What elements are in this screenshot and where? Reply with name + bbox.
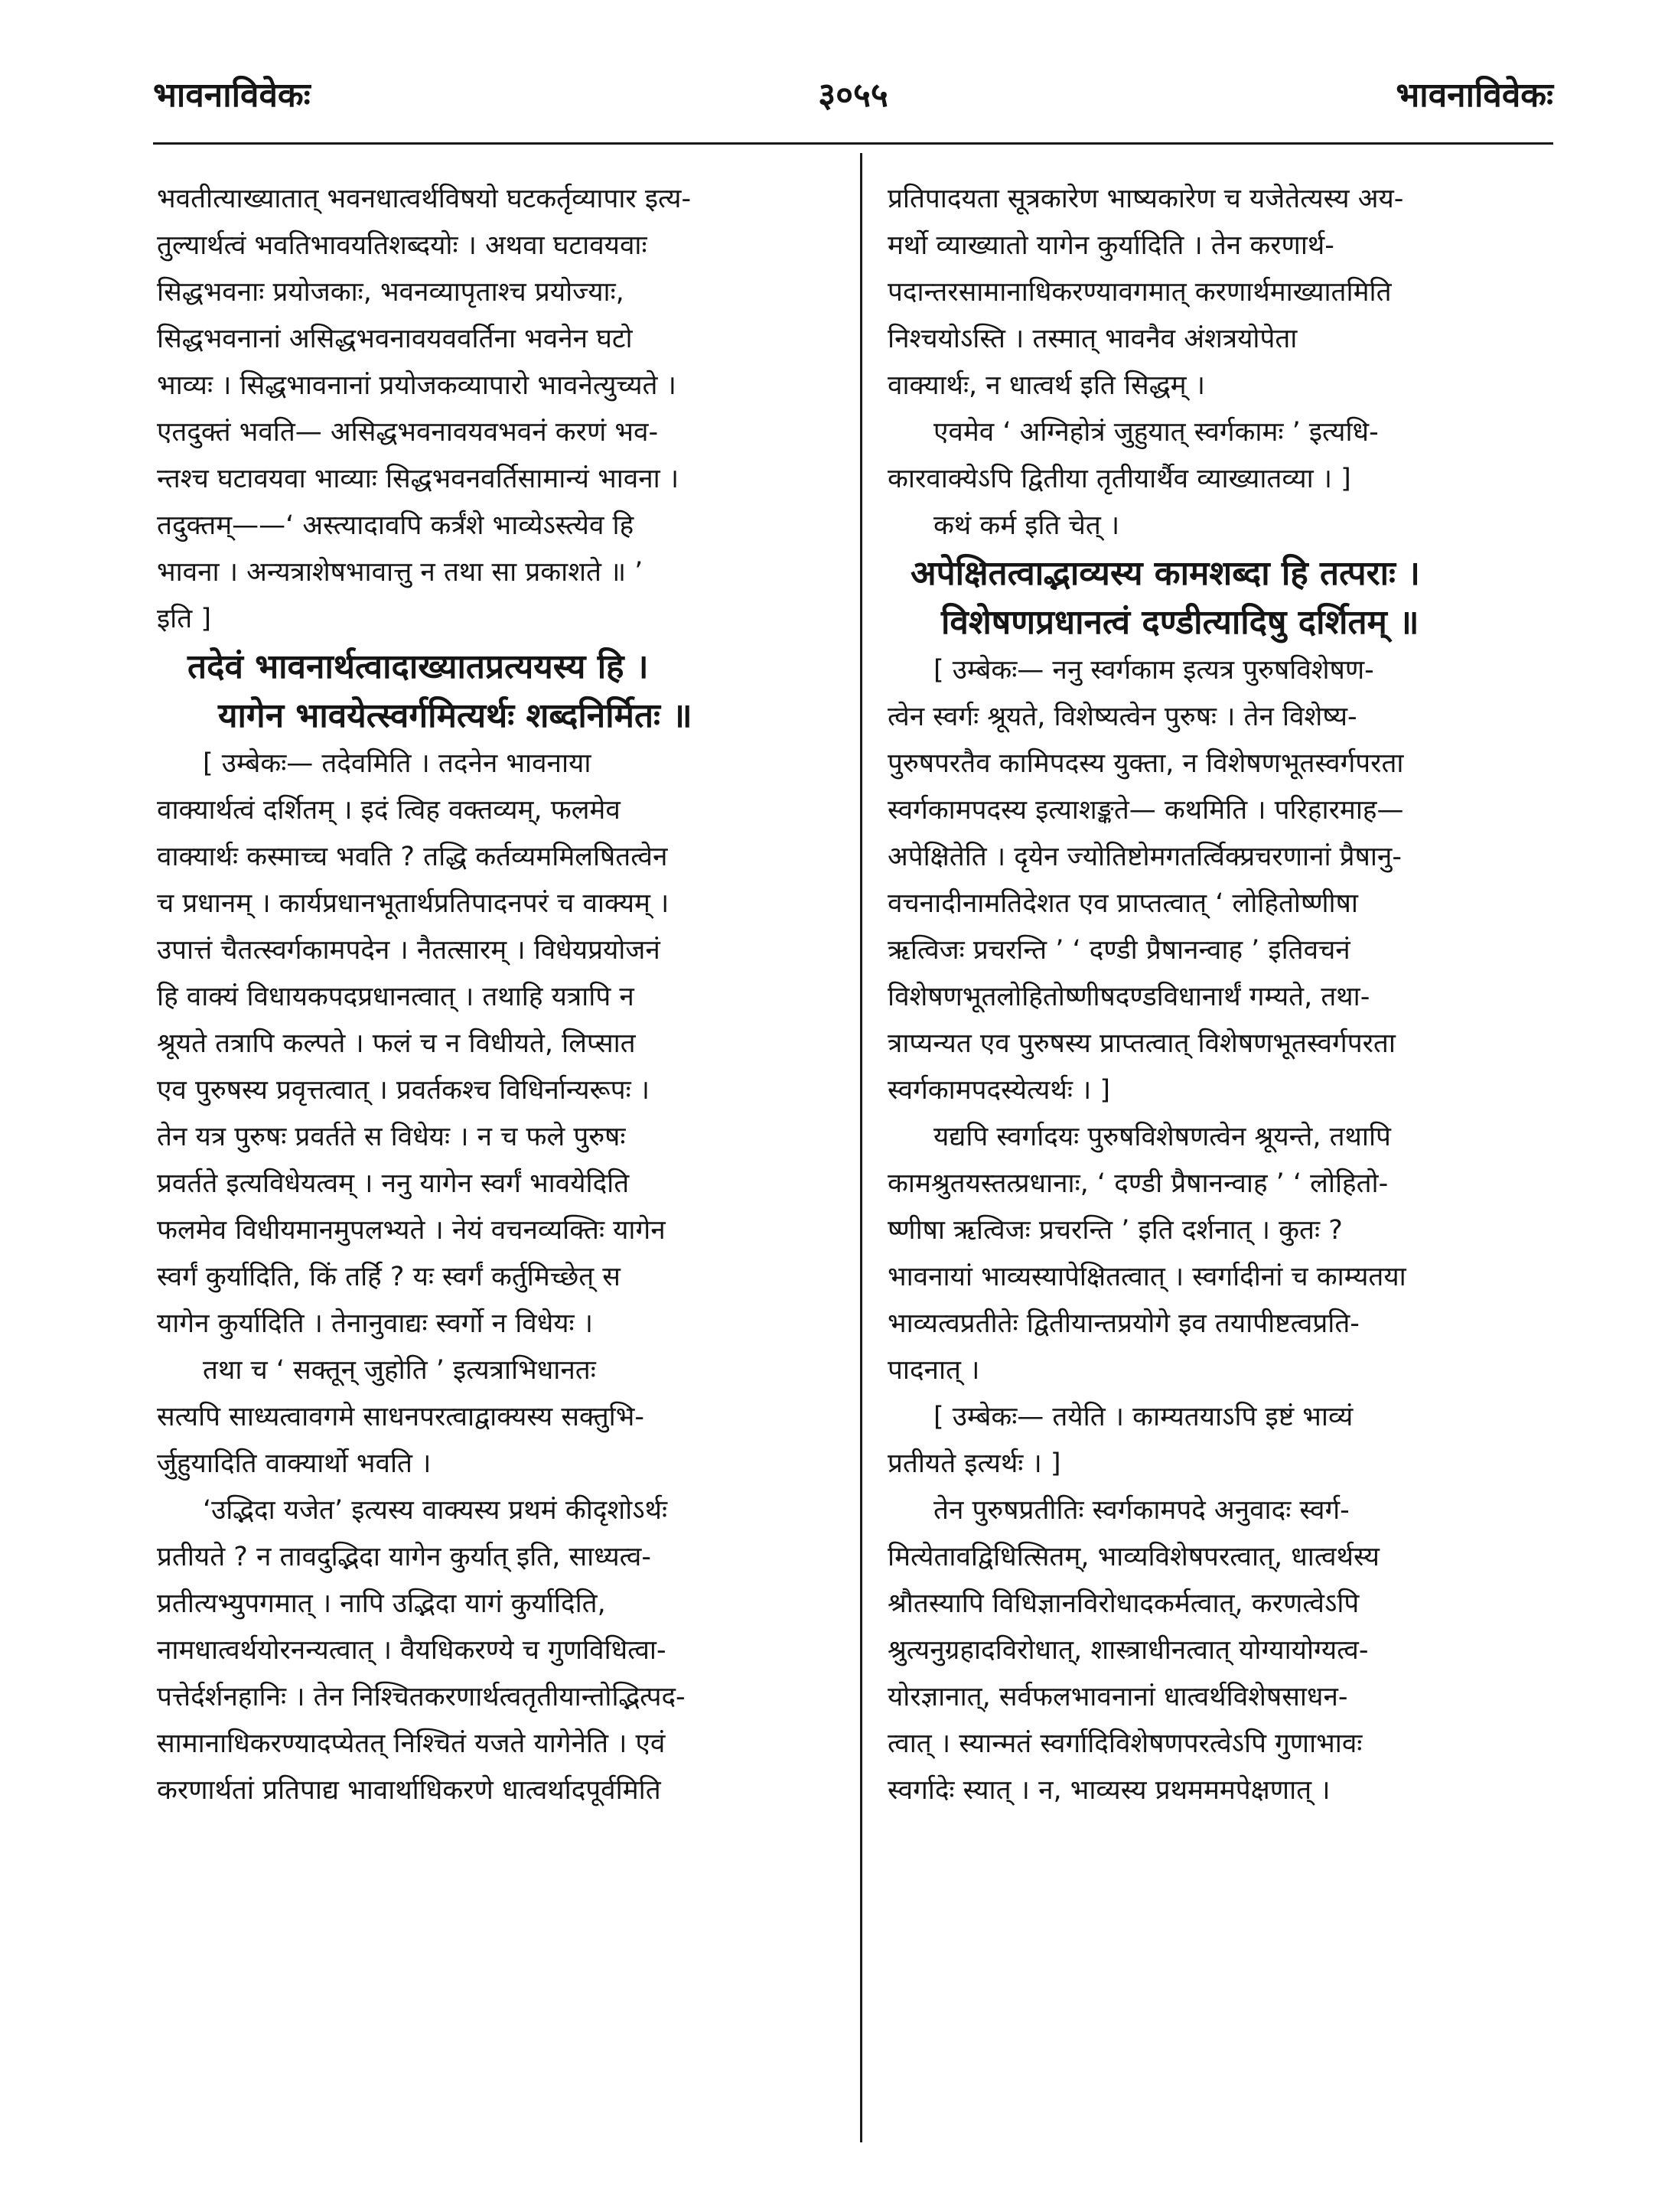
text-line: भाव्यः । सिद्धभावनानां प्रयोजकव्यापारो भावनेत्युच्यते । — [157, 370, 676, 401]
text-line: अपेक्षितेति । दृयेन ज्योतिष्टोमगतर्त्विक्प्रचरणानां प्रैषानु- — [888, 842, 1402, 872]
text-line: फलमेव विधीयमानमुपलभ्यते । नेयं वचनव्यक्तिः यागेन — [157, 1215, 666, 1246]
paragraph-start-line: एवमेव ‘ अग्निहोत्रं जुहुयात् स्वर्गकामः ’ इत्यधि- — [933, 417, 1379, 448]
text-line: मित्येतावद्विधित्सितम्, भाव्यविशेषपरत्वात्, धात्वर्थस्य — [888, 1542, 1380, 1572]
text-line: भाव्यत्वप्रतीतेः द्वितीयान्तप्रयोगे इव तयापीष्टत्वप्रति- — [888, 1308, 1360, 1339]
text-line: यागेन कुर्यादिति । तेनानुवाद्यः स्वर्गो न विधेयः । — [157, 1308, 594, 1339]
text-line: विशेषणभूतलोहितोष्णीषदण्डविधानार्थं गम्यते, तथा- — [888, 982, 1370, 1012]
text-line: सिद्धभवनानां असिद्धभवनावयववर्तिना भवनेन घटो — [157, 324, 633, 354]
paragraph-start-line: तेन पुरुषप्रतीतिः स्वर्गकामपदे अनुवादः स्वर्ग- — [933, 1495, 1350, 1526]
text-line: श्रूयते तत्रापि कल्पते । फलं च न विधीयते, लिप्सात — [157, 1028, 636, 1059]
column-divider — [860, 153, 862, 2142]
text-line: वाक्यार्थः कस्माच्च भवति ? तद्धि कर्तव्यममिलषितत्वेन — [157, 842, 668, 872]
text-line: स्वर्गकामपदस्य इत्याशङ्कते— कथमिति । परिहारमाह— — [888, 795, 1404, 826]
text-line: तुल्यार्थत्वं भवतिभावयतिशब्दयोः । अथवा घटावयवाः — [157, 230, 647, 261]
paragraph-start-line: तथा च ‘ सक्तून् जुहोति ’ इत्यत्राभिधानतः — [203, 1355, 596, 1386]
text-line: त्वात् । स्यान्मतं स्वर्गादिविशेषणपरत्वेऽपि गुणाभावः — [888, 1728, 1363, 1759]
text-line: ऋत्विजः प्रचरन्ति ’ ‘ दण्डी प्रैषानन्वाह ’ इतिवचनं — [888, 935, 1350, 966]
header-rule — [153, 142, 1553, 145]
text-line: वाक्यार्थः, न धात्वर्थ इति सिद्धम् । — [888, 370, 1206, 401]
verse-line: विशेषणप्रधानत्वं दण्डीत्यादिषु दर्शितम् ॥ — [941, 603, 1419, 642]
paragraph-start-line: [ उम्बेकः— तदेवमिति । तदनेन भावनाया — [203, 748, 591, 779]
text-line: प्रतिपादयता सूत्रकारेण भाष्यकारेण च यजेतेत्यस्य अय- — [888, 184, 1404, 214]
text-line: उपात्तं चैतत्स्वर्गकामपदेन । नैतत्सारम् । विधेयप्रयोजनं — [157, 935, 660, 966]
paragraph-start-line: [ उम्बेकः— तयेति । काम्यतयाऽपि इष्टं भाव्यं — [933, 1402, 1354, 1432]
text-line: श्रुत्यनुग्रहादविरोधात्, शास्त्राधीनत्वात् योग्यायोग्यत्व- — [888, 1635, 1369, 1666]
verse-line: यागेन भावयेत्स्वर्गमित्यर्थः शब्दनिर्मितः ॥ — [218, 696, 692, 735]
text-line: निश्चयोऽस्ति । तस्मात् भावनैव अंशत्रयोपेता — [888, 324, 1298, 354]
right-column — [888, 176, 1572, 1814]
text-line: प्रवर्तते इत्यविधेयत्वम् । ननु यागेन स्वर्गं भावयेदिति — [157, 1168, 630, 1199]
text-line: तदुक्तम्——‘ अस्त्यादावपि कर्त्रंशे भाव्येऽस्त्येव हि — [157, 510, 634, 541]
text-line: त्राप्यन्यत एव पुरुषस्य प्राप्तत्वात् विशेषणभूतस्वर्गपरता — [888, 1028, 1396, 1059]
text-line: भवतीत्याख्यातात् भवनधात्वर्थविषयो घटकर्तृव्यापार इत्य- — [157, 184, 692, 214]
page-header — [153, 70, 1553, 124]
text-line: पादनात् । — [888, 1355, 980, 1386]
text-line: इति ] — [157, 604, 211, 634]
page-number: ३०५५ — [818, 76, 888, 115]
text-line: मर्थो व्याख्यातो यागेन कुर्यादिति । तेन करणार्थ- — [888, 230, 1334, 261]
text-line: सामानाधिकरण्यादप्येतत् निश्चितं यजते यागेनेति । एवं — [157, 1728, 666, 1759]
text-line: योरज्ञानात्, सर्वफलभावनानां धात्वर्थविशेषसाधन- — [888, 1682, 1348, 1712]
paragraph-start-line: ‘उद्भिदा यजेत’ इत्यस्य वाक्यस्य प्रथमं कीदृशोऽर्थः — [203, 1495, 668, 1526]
verse-line: अपेक्षितत्वाद्भाव्यस्य कामशब्दा हि तत्पराः । — [911, 554, 1420, 593]
text-line: एतदुक्तं भवति— असिद्धभवनावयवभवनं करणं भव- — [157, 417, 659, 448]
text-line: न्तश्च घटावयवा भाव्याः सिद्धभवनवर्तिसामान्यं भावना । — [157, 464, 679, 494]
text-line: सत्यपि साध्यत्वावगमे साधनपरत्वाद्वाक्यस्य सक्तुभि- — [157, 1402, 644, 1432]
text-line: ष्णीषा ऋत्विजः प्रचरन्ति ’ इति दर्शनात् । कुतः ? — [888, 1215, 1343, 1246]
paragraph-start-line: कथं कर्म इति चेत् । — [933, 510, 1120, 541]
text-line: स्वर्गादेः स्यात् । न, भाव्यस्य प्रथमममपेक्षणात् । — [888, 1775, 1331, 1806]
text-line: पत्तेर्दर्शनहानिः । तेन निश्चितकरणार्थत्वतृतीयान्तोद्भित्पद- — [157, 1682, 686, 1712]
text-line: नामधात्वर्थयोरनन्यत्वात् । वैयधिकरण्ये च गुणविधित्वा- — [157, 1635, 666, 1666]
text-line: र्जुहुयादिति वाक्यार्थो भवति । — [157, 1448, 432, 1479]
text-line: स्वर्गं कुर्यादिति, किं तर्हि ? यः स्वर्गं कर्तुमिच्छेत् स — [157, 1262, 621, 1292]
text-line: वचनादीनामतिदेशत एव प्राप्तत्वात् ‘ लोहितोष्णीषा — [888, 888, 1358, 919]
running-title-right: भावनाविवेकः — [1396, 76, 1553, 115]
text-line: स्वर्गकामपदस्येत्यर्थः । ] — [888, 1075, 1111, 1106]
text-line: हि वाक्यं विधायकपदप्रधानत्वात् । तथाहि यत्रापि न — [157, 982, 634, 1012]
text-line: कारवाक्येऽपि द्वितीया तृतीयार्थैव व्याख्यातव्या । ] — [888, 464, 1351, 494]
left-column — [157, 176, 842, 1814]
text-line: सिद्धभवनाः प्रयोजकाः, भवनव्यापृताश्च प्रयोज्याः, — [157, 277, 624, 308]
text-line: प्रतीयते इत्यर्थः । ] — [888, 1448, 1061, 1479]
text-line: च प्रधानम् । कार्यप्रधानभूतार्थप्रतिपादनपरं च वाक्यम् । — [157, 888, 669, 919]
verse-line: तदेवं भावनार्थत्वादाख्यातप्रत्ययस्य हि । — [187, 647, 649, 686]
text-line: करणार्थतां प्रतिपाद्य भावार्थाधिकरणे धात्वर्थादपूर्वमिति — [157, 1775, 661, 1806]
text-line: प्रतीत्यभ्युपगमात् । नापि उद्भिदा यागं कुर्यादिति, — [157, 1588, 606, 1619]
text-line: त्वेन स्वर्गः श्रूयते, विशेष्यत्वेन पुरुषः । तेन विशेष्य- — [888, 702, 1357, 732]
paragraph-start-line: यद्यपि स्वर्गादयः पुरुषविशेषणत्वेन श्रूयन्ते, तथापि — [933, 1122, 1391, 1152]
text-line: एव पुरुषस्य प्रवृत्तत्वात् । प्रवर्तकश्च विधिर्नान्यरूपः । — [157, 1075, 650, 1106]
running-title-left: भावनाविवेकः — [153, 76, 311, 115]
text-line: भावना । अन्यत्राशेषभावात्तु न तथा सा प्रकाशते ॥ ’ — [157, 557, 643, 588]
text-line: श्रौतस्यापि विधिज्ञानविरोधादकर्मत्वात्, करणत्वेऽपि — [888, 1588, 1360, 1619]
text-line: पदान्तरसामानाधिकरण्यावगमात् करणार्थमाख्यातमिति — [888, 277, 1392, 308]
text-line: तेन यत्र पुरुषः प्रवर्तते स विधेयः । न च फले पुरुषः — [157, 1122, 626, 1152]
text-line: भावनायां भाव्यस्यापेक्षितत्वात् । स्वर्गादीनां च काम्यतया — [888, 1262, 1406, 1292]
paragraph-start-line: [ उम्बेकः— ननु स्वर्गकाम इत्यत्र पुरुषविशेषण- — [933, 655, 1374, 686]
text-line: वाक्यार्थत्वं दर्शितम् । इदं त्विह वक्तव्यम्, फलमेव — [157, 795, 621, 826]
text-line: कामश्रुतयस्तत्प्रधानाः, ‘ दण्डी प्रैषानन्वाह ’ ‘ लोहितो- — [888, 1168, 1389, 1199]
text-line: पुरुषपरतैव कामिपदस्य युक्ता, न विशेषणभूतस्वर्गपरता — [888, 748, 1404, 779]
text-line: प्रतीयते ? न तावदुद्भिदा यागेन कुर्यात् इति, साध्यत्व- — [157, 1542, 652, 1572]
